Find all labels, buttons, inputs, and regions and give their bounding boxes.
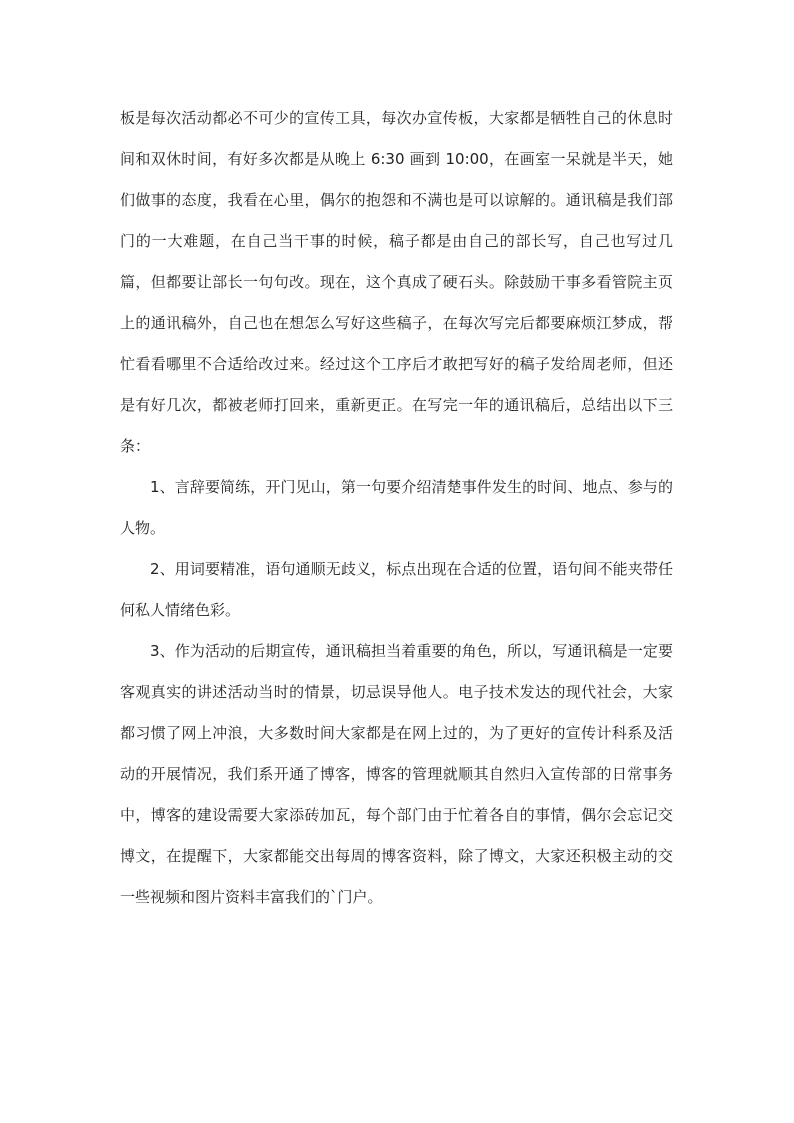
body-paragraph: 板是每次活动都必不可少的宣传工具，每次办宣传板，大家都是牺牲自己的休息时间和双休时间，有好多次都是从晚上 6:30 画到 10:00，在画室一呆就是半天，她们做事的态度，我看在心里，偶尔的抱怨和不满也是可以谅解的。通讯稿是我们部门的一大难题，在自己当干事的时候，稿子都是由自己的部长写，自己也写过几篇，但都要让部长一句句改。现在，这个真成了硬石头。除鼓励干事多看管院主页上的通讯稿外，自己也在想怎么写好这些稿子，在每次写完后都要麻烦江梦成，帮忙看看哪里不合适给改过来。经过这个工序后才敢把写好的稿子发给周老师，但还是有好几次，都被老师打回来，重新更正。在写完一年的通讯稿后，总结出以下三条： xyxy=(120,109,673,455)
document-body xyxy=(120,98,673,918)
list-item-paragraph: 3、作为活动的后期宣传，通讯稿担当着重要的角色，所以，写通讯稿是一定要客观真实的讲述活动当时的情景，切忌误导他人。电子技术发达的现代社会，大家都习惯了网上冲浪，大多数时间大家都是在网上过的，为了更好的宣传计科系及活动的开展情况，我们系开通了博客，博客的管理就顺其自然归入宣传部的日常事务中，博客的建设需要大家添砖加瓦，每个部门由于忙着各自的事情，偶尔会忘记交博文，在提醒下，大家都能交出每周的博客资料，除了博文，大家还积极主动的交一些视频和图片资料丰富我们的`门户。 xyxy=(120,642,673,906)
list-item-paragraph: 1、言辞要简练，开门见山，第一句要介绍清楚事件发生的时间、地点、参与的人物。 xyxy=(120,478,673,537)
list-item-paragraph: 2、用词要精准，语句通顺无歧义，标点出现在合适的位置，语句间不能夹带任何私人情绪色彩。 xyxy=(120,560,673,619)
